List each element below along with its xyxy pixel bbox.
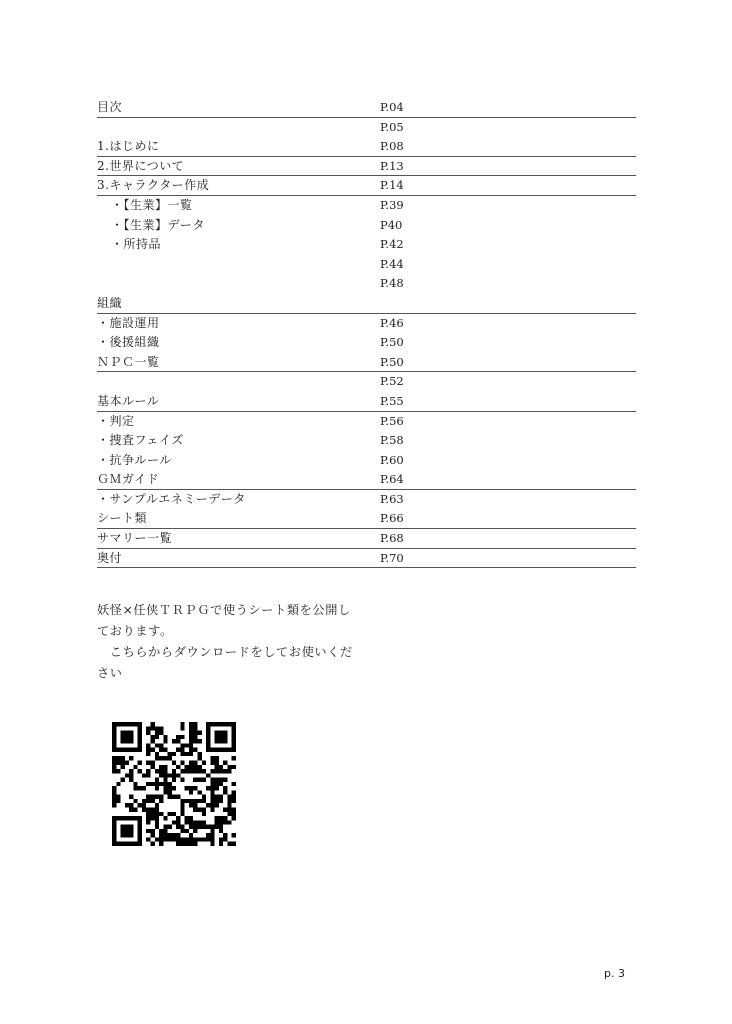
toc-row [97,372,636,392]
toc-label: シート類 [97,511,148,526]
note-line: 妖怪×任侠ＴＲＰＧで使うシート類を公開し [97,603,351,617]
toc-label: ・後援組織 [97,335,160,350]
toc-page: P.56 [380,413,404,428]
toc-page: P.42 [380,237,404,252]
page-number: p. 3 [604,967,625,980]
toc-page: P.50 [380,335,404,350]
toc-page: P.44 [380,256,404,271]
toc-row [97,176,636,196]
toc-page: P.60 [380,452,404,467]
toc-page: P.58 [380,433,404,448]
toc-page: P.64 [380,472,404,487]
toc-row [97,118,636,138]
toc-label: ・捜査フェイズ [97,433,184,448]
toc-row [97,549,636,569]
toc-page: P.08 [380,139,404,154]
toc-label: 目次 [97,100,123,114]
toc-page: P.55 [380,393,404,408]
toc-row [97,470,636,490]
toc-row [97,431,636,451]
toc-row [97,314,636,334]
toc-row [97,529,636,549]
toc-page: P.63 [380,491,404,506]
toc-page: P.39 [380,197,404,212]
toc-label: 奥付 [97,550,123,565]
toc-row [97,157,636,177]
toc-page: P.05 [380,119,404,134]
toc-row [97,98,636,118]
download-note [97,600,367,684]
toc-label: 1.はじめに [97,139,160,154]
note-line: ております。 [97,624,173,638]
toc-page: P.48 [380,276,404,291]
toc-row [97,216,636,236]
toc-row [97,412,636,432]
toc-row [97,235,636,255]
toc-row [97,255,636,275]
toc-page: P.50 [380,354,404,369]
toc-row [97,451,636,471]
note-line: こちらからダウンロードをしてお使いくだ [97,645,353,659]
toc-page: P.52 [380,374,404,389]
toc-label: ・抗争ルール [97,452,172,467]
toc-page: P.13 [380,158,404,173]
note-line: さい [97,666,123,680]
toc-page: P40 [380,217,403,232]
toc-page: P.66 [380,511,404,526]
toc-row [97,196,636,216]
toc-label: ・施設運用 [97,315,160,330]
toc-label: ・【生業】データ [111,217,206,232]
toc-row [97,392,636,412]
toc-row [97,509,636,529]
toc-page: P.68 [380,531,404,546]
toc-row [97,490,636,510]
toc-label: ・サンプルエネミーデータ [97,491,246,506]
toc-row [97,294,636,314]
toc-label: サマリー一覧 [97,531,173,546]
toc-label: 3.キャラクター作成 [97,178,210,193]
toc-label: 基本ルール [97,393,160,408]
toc-label: ・判定 [97,413,135,428]
toc-row [97,333,636,353]
toc-label: 組織 [97,295,123,310]
toc-page: P.14 [380,178,404,193]
toc-label: ・【生業】一覧 [111,197,193,212]
toc-row [97,274,636,294]
toc-label: ＧＭガイド [97,472,160,487]
toc-page: P.04 [380,100,404,114]
toc-page: P.46 [380,315,404,330]
toc-row [97,137,636,157]
toc-label: ・所持品 [111,237,162,252]
toc-label: 2.世界について [97,158,185,173]
qr-code-image[interactable] [112,722,236,846]
toc-label: ＮＰＣ一覧 [97,354,160,369]
toc-page: P.70 [380,550,404,565]
table-of-contents [97,98,636,568]
toc-row [97,353,636,373]
